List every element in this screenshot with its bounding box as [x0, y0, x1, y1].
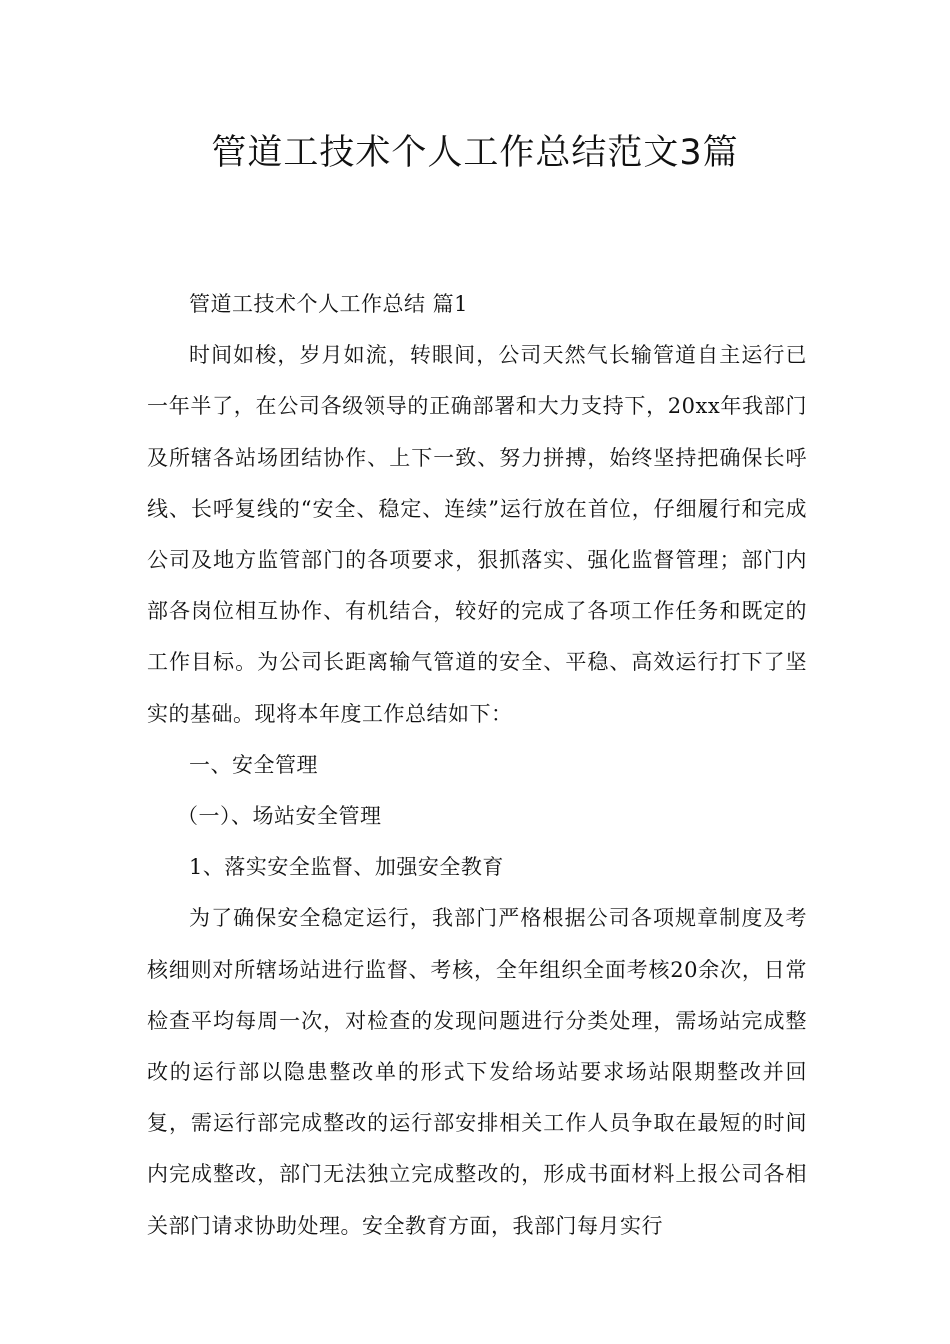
heading-supervision-education: 1、落实安全监督、加强安全教育: [189, 855, 504, 880]
document-body: [147, 279, 807, 1252]
supervision-paragraph: 为了确保安全稳定运行，我部门严格根据公司各项规章制度及考核细则对所辖场站进行监督、考核，全年组织全面考核20余次，日常检查平均每周一次，对检查的发现问题进行分类处理，需场站完成整改的运行部以隐患整改单的形式下发给场站要求场站限期整改并回复，需运行部完成整改的运行部安排相关工作人员争取在最短的时间内完成整改，部门无法独立完成整改的，形成书面材料上报公司各相关部门请求协助处理。安全教育方面，我部门每月实行: [147, 906, 807, 1238]
intro-paragraph: 时间如梭，岁月如流，转眼间，公司天然气长输管道自主运行已一年半了，在公司各级领导的正确部署和大力支持下，20xx年我部门及所辖各站场团结协作、上下一致、努力拼搏，始终坚持把确保长呼线、长呼复线的“安全、稳定、连续”运行放在首位，仔细履行和完成公司及地方监管部门的各项要求，狠抓落实、强化监督管理；部门内部各岗位相互协作、有机结合，较好的完成了各项工作任务和既定的工作目标。为公司长距离输气管道的安全、平稳、高效运行打下了坚实的基础。现将本年度工作总结如下：: [147, 343, 807, 726]
section-heading-part1: 管道工技术个人工作总结 篇1: [189, 292, 469, 316]
heading-station-safety: （一）、场站安全管理: [177, 804, 382, 829]
document-title: 管道工技术个人工作总结范文3篇: [211, 133, 739, 173]
heading-safety-management: 一、安全管理: [189, 752, 318, 777]
